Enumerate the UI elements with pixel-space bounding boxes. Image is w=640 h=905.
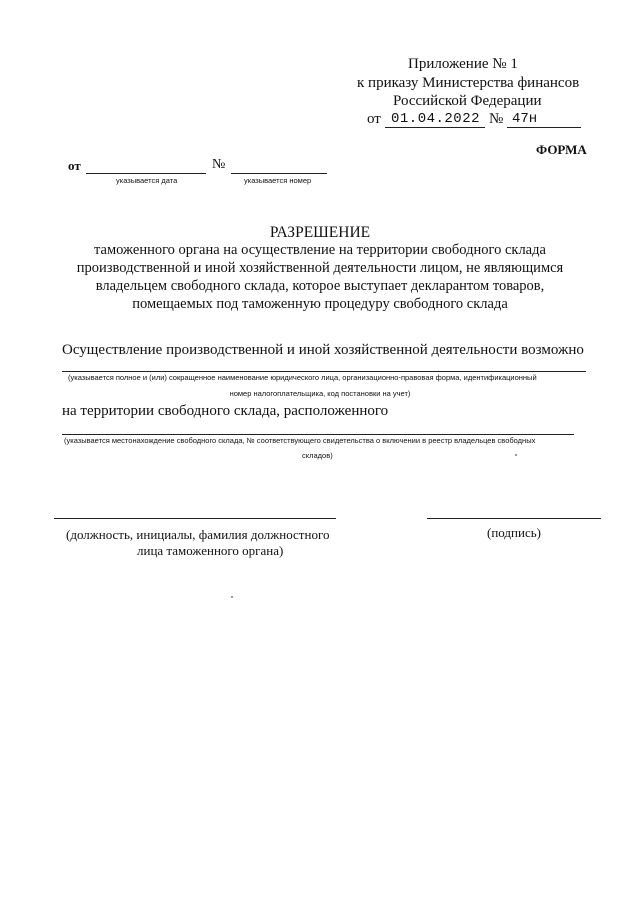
title-line-2: производственной и иной хозяйственной деятельности лицом, не являющимся [76, 260, 564, 276]
meta-date-label: от [68, 158, 81, 173]
title-line-4: помещаемых под таможенную процедуру свободного склада [132, 296, 508, 312]
order-reference: к приказу Министерства финансов [357, 75, 580, 91]
appendix-title: Приложение № 1 [408, 56, 518, 72]
meta-date-caption: указывается дата [116, 176, 178, 185]
title-line-1: таможенного органа на осуществление на территории свободного склада [94, 242, 546, 258]
signature-line[interactable] [427, 518, 601, 519]
order-number-value: 47н [512, 111, 538, 127]
scan-speck [231, 596, 233, 598]
location-caption-1: (указывается местонахождение свободного склада, № соответствующего свидетельства о включении в реестр владельцев свободных [64, 436, 536, 445]
order-number-underline [507, 127, 581, 128]
order-number-label: № [489, 111, 504, 127]
document-title: РАЗРЕШЕНИЕ [269, 224, 371, 241]
scan-speck [515, 454, 517, 456]
meta-number-line[interactable] [231, 173, 327, 174]
activity-statement: Осуществление производственной и иной хозяйственной деятельности возможно [62, 342, 584, 358]
location-caption-2: складов) [302, 451, 333, 460]
entity-fill-line[interactable] [62, 371, 586, 372]
meta-date-line[interactable] [86, 173, 206, 174]
official-position-caption-1: (должность, инициалы, фамилия должностного [66, 527, 330, 542]
official-position-caption-2: лица таможенного органа) [137, 543, 284, 558]
location-statement: на территории свободного склада, расположенного [62, 403, 389, 419]
order-date-underline [385, 127, 485, 128]
order-date-value: 01.04.2022 [391, 111, 481, 127]
entity-caption-2: номер налогоплательщика, код постановки на учет) [229, 389, 411, 398]
meta-number-caption: указывается номер [244, 176, 312, 185]
official-signature-line[interactable] [54, 518, 336, 519]
signature-caption: (подпись) [487, 525, 541, 540]
meta-number-label: № [212, 157, 226, 172]
entity-caption-1: (указывается полное и (или) сокращенное наименование юридического лица, организационно-правовая форма, идентификационный [68, 373, 537, 382]
order-date-label: от [367, 111, 381, 127]
federation-name: Российской Федерации [393, 93, 542, 109]
form-label: ФОРМА [536, 142, 587, 157]
title-line-3: владельцем свободного склада, которое выступает декларантом товаров, [95, 278, 545, 294]
location-fill-line[interactable] [62, 434, 574, 435]
